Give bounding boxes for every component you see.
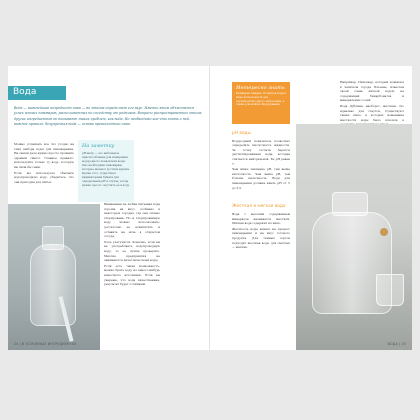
interest-text: Примерно каждые 10 литров воды в мире используется для производства одного литра пива, а также для мойки оборудования. (236, 92, 286, 107)
chapter-title: Вода (13, 87, 37, 97)
paragraph: Хлор улетучится. Конечно, если вы не употребляете водопроводную воду, то ее лучше проверить. Многие предприятия не занимаются качеством своей воды. (104, 239, 160, 263)
paragraph: Вниманием не любая питьевая вода хороша на вкус, особенно в некоторых городах, где она сильно хлорирована. Но и хлорированную воду можно использовать: достаточно ее вскипятить и оставить на ночь в открытом сосуде. (104, 202, 160, 239)
note-text: pH-метр — это небольшое приспособление для измерения водородного показателя воды. Оно необходимо пивоварам, которые желают достичь идеала. Кроме того, существует индикаторная бумага для определения pH в случае, когда нужно просто опустить её в воду. (82, 151, 130, 187)
right-column-3 (232, 212, 290, 251)
left-page (8, 66, 210, 350)
paragraph: Чем ниже значение pH, тем выше кислотность. Чем выше pH, тем больше щелочность. Вода для пивоварения должна иметь pH от 5 до 5,5. (232, 167, 290, 190)
intro-paragraph: Вода — важнейший ингредиент пива — во многом определяет его вкус. Именно этим объясняется успех многих пивоваров, расположенных по соседству от родников. Вопросы распространенных многих других ингредиентов не вызывают таких проблем, как вода. Но необходимо кое-что знать о ней, важное правило: безупречная вода — основа превосходного пива. (14, 106, 202, 127)
right-column-1 (232, 130, 290, 191)
paragraph: Если вы используете обычную водопроводную воду, убедитесь, что она пригодна для питья. (14, 170, 74, 184)
paragraph: Вода Дублина, наоборот, жесткая, что идеально для стаутов. Существуют также пиво, в которых изменение жесткости воды было ключом к (340, 103, 404, 122)
left-folio: 24 | В ОСНОВНЫХ ИНГРЕДИЕНТАХ (14, 342, 77, 346)
interest-box (232, 82, 290, 124)
right-folio: ВОДА | 25 (387, 342, 406, 346)
jug-photo (296, 124, 412, 350)
paragraph: Жесткость воды влияет на процесс пивоварения и на вкус готового продукта. Для темных сортов подходит жесткая вода, для светлых — мягкая. (232, 226, 290, 250)
hop-ball (380, 228, 388, 236)
note-box (78, 140, 134, 202)
right-column-2 (340, 80, 404, 128)
paragraph: Вода с высоким содержанием минералов называется жесткой. Мягкая вода содержит их мало. (232, 212, 290, 226)
paragraph: Например, Пильзнер, который появился в чешском городе Пльзень, известен своей очень мягкой водой, не содержащей бикарбонатов и минеральных солей. (340, 80, 404, 103)
ph-heading: pH воды (232, 131, 251, 136)
glass-photo (8, 204, 100, 350)
left-column-2 (104, 202, 160, 288)
interest-title: Интересно знать (236, 85, 285, 91)
measuring-cup (376, 274, 404, 306)
note-title: На заметку (82, 143, 115, 149)
paragraph: Если есть такая возможность, можно брать воду из какого-нибудь известного источника. Если вы уверены, что вода качественная, результат будет отличным. (104, 263, 160, 287)
paragraph: Водородный показатель позволяет определить кислотность жидкости. За точку отсчета берется дистиллированная вода, которая считается нейтральной. Ее pH равен 7. (232, 138, 290, 166)
paragraph: Можно услышать все что угодно на тему выбора воды для пивоварения. На самом деле нужно просто проявить здравый смысл. Главное правило: используйте только ту воду, которую вы пили бы сами. (14, 142, 74, 169)
left-column-1 (14, 142, 74, 185)
hard-soft-heading: Жесткая и мягкая вода (232, 204, 286, 209)
flask (30, 244, 76, 326)
chapter-title-bar (8, 86, 66, 100)
right-page (210, 66, 412, 350)
